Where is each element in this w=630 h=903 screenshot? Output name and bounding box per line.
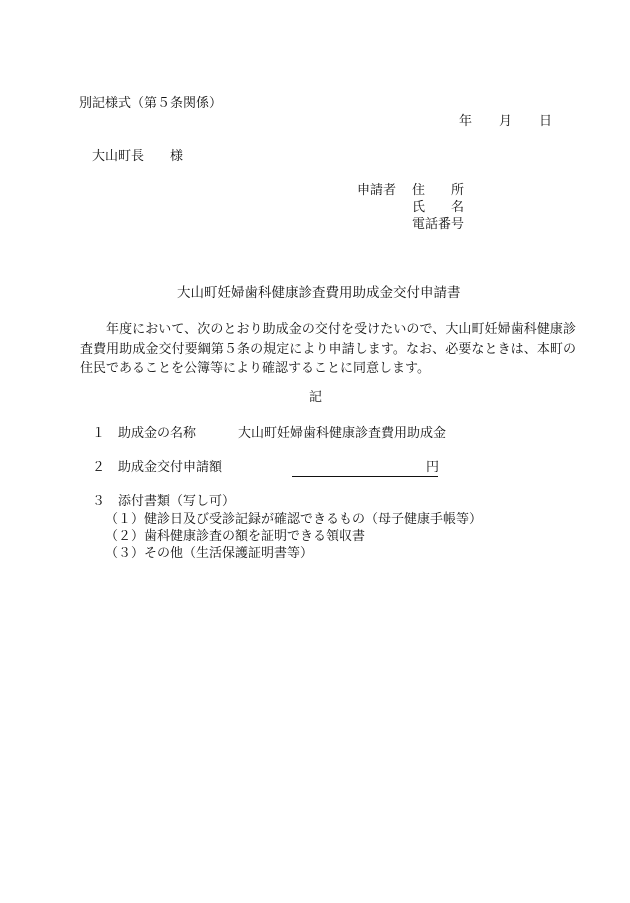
item-2-label: 助成金交付申請額 [118,460,223,475]
application-paragraph: 年度において、次のとおり助成金の交付を受けたいので、大山町妊婦歯科健康診査費用助成金交付要綱第５条の規定により申請します。なお、必要なときは、本町の住民であることを公簿等により確認することに同意します。 [80,322,576,376]
date-year: 年 [459,114,473,129]
ki-heading: 記 [309,390,323,405]
amount-field-line[interactable] [292,460,438,477]
applicant-phone-label: 電話番号 [412,217,465,232]
attachment-3: （３）その他（生活保護証明書等） [105,546,314,561]
document-title: 大山町妊婦歯科健康診査費用助成金交付申請書 [177,285,461,301]
form-reference: 別記様式（第５条関係） [79,96,223,111]
addressee: 大山町長 様 [92,149,184,164]
item-2-number: ２ [92,460,106,475]
item-3-label: 添付書類（写し可） [118,494,236,509]
item-1-value: 大山町妊婦歯科健康診査費用助成金 [238,426,447,441]
applicant-address-label: 住 所 [412,183,465,198]
date-day: 日 [539,114,553,129]
item-1-number: １ [92,426,106,441]
attachment-2: （２）歯科健康診査の額を証明できる領収書 [105,529,366,544]
item-3-number: ３ [92,494,106,509]
item-1-label: 助成金の名称 [118,426,197,441]
item-2-unit: 円 [426,460,440,475]
attachment-1: （１）健診日及び受診記録が確認できるもの（母子健康手帳等） [105,512,483,527]
applicant-label: 申請者 [357,183,397,198]
date-month: 月 [499,114,513,129]
applicant-name-label: 氏 名 [412,200,465,215]
